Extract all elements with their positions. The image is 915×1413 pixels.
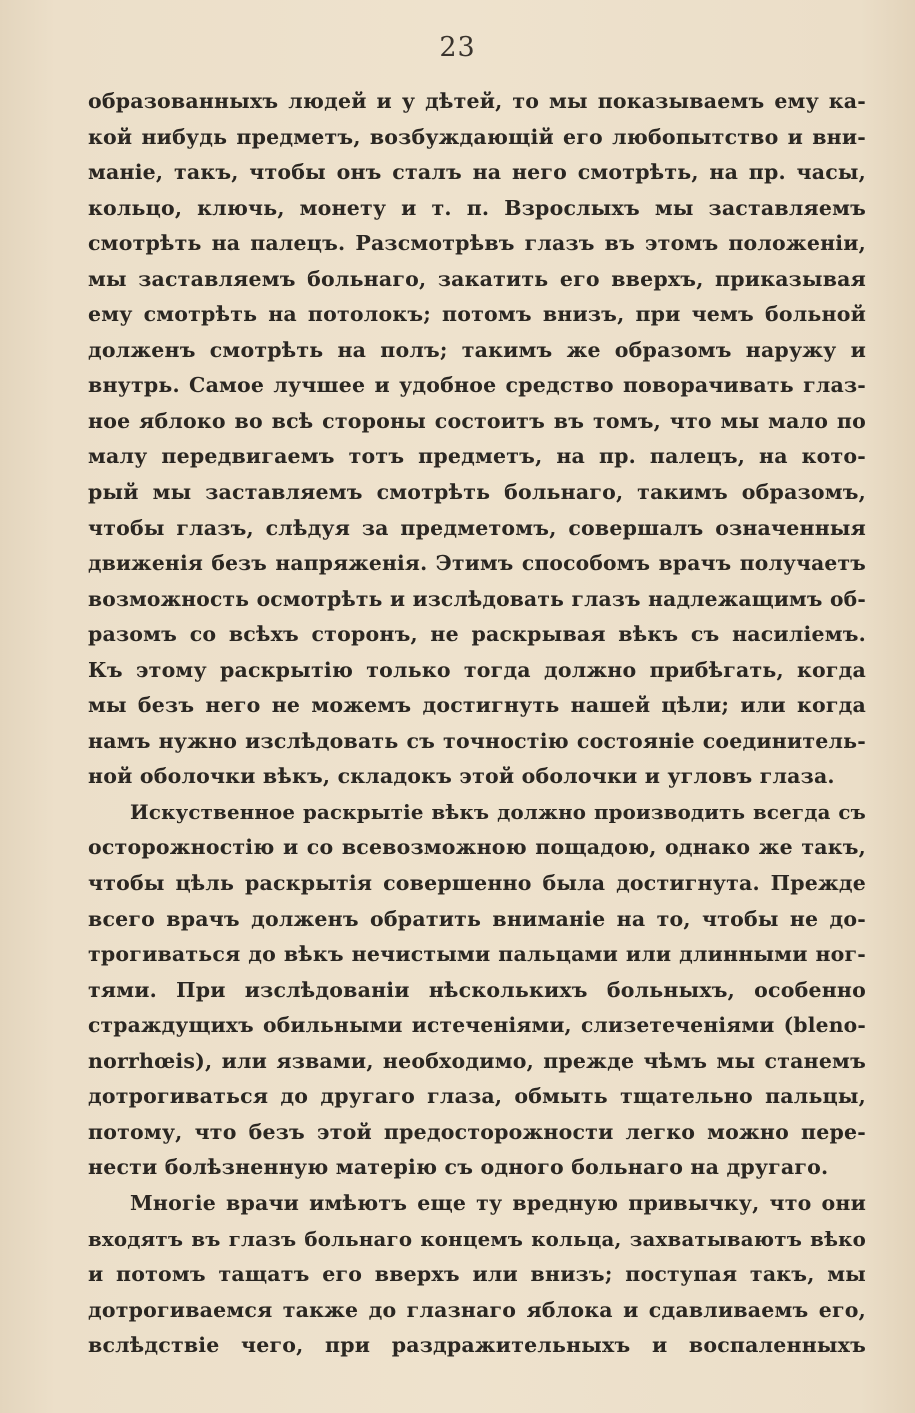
text-line: ему смотрѣть на потолокъ; потомъ внизъ, при чемъ больной [88,302,866,327]
text-line: трогиваться до вѣкъ нечистыми пальцами или длинными ног- [88,942,866,967]
text-line: Искуственное раскрытіе вѣкъ должно производить всегда съ [130,799,866,824]
text-line: и потомъ тащатъ его вверхъ или внизъ; поступая такъ, мы [88,1262,866,1287]
text-line: чтобы глазъ, слѣдуя за предметомъ, совершалъ означенныя [88,515,866,540]
text-line: возможность осмотрѣть и изслѣдовать глазъ надлежащимъ об- [88,586,866,611]
text-line: чтобы цѣль раскрытія совершенно была достигнута. Прежде [88,871,866,896]
text-line: малу передвигаемъ тотъ предметъ, на пр. палецъ, на кото- [88,444,866,469]
text-line: входятъ въ глазъ больнаго концемъ кольца, захватываютъ вѣко [88,1226,866,1251]
text-line: потому, что безъ этой предосторожности легко можно пере- [88,1119,866,1144]
text-line: разомъ со всѣхъ сторонъ, не раскрывая вѣкъ съ насиліемъ. [88,622,866,647]
text-line: долженъ смотрѣть на полъ; такимъ же образомъ наружу и [88,337,866,362]
text-line: намъ нужно изслѣдовать съ точностію состояніе соединитель- [88,728,866,753]
text-line: Многіе врачи имѣютъ еще ту вредную привычку, что они [130,1190,866,1215]
text-line: смотрѣть на палецъ. Разсмотрѣвъ глазъ въ этомъ положеніи, [88,231,866,256]
text-line: страждущихъ обильными истеченіями, слизетеченіями (bleno- [88,1013,866,1038]
text-line: дотрогиваемся также до глазнаго яблока и сдавливаемъ его, [88,1297,866,1322]
text-line: вслѣдствіе чего, при раздражительныхъ и воспаленныхъ [88,1333,866,1358]
text-line: образованныхъ людей и у дѣтей, то мы показываемъ ему ка- [88,89,866,113]
text-line: дотрогиваться до другаго глаза, обмыть тщательно пальцы, [88,1084,866,1109]
text-line: ной оболочки вѣкъ, складокъ этой оболочки и угловъ глаза. [88,764,835,789]
text-line: мы заставляемъ больнаго, закатить его вверхъ, приказывая [88,266,866,291]
text-line: кой нибудь предметъ, возбуждающій его любопытство и вни- [88,124,866,149]
text-line: ное яблоко во всѣ стороны состоитъ въ томъ, что мы мало по [88,408,866,433]
text-line: рый мы заставляемъ смотрѣть больнаго, такимъ образомъ, [88,480,866,505]
text-line: нести болѣзненную матерію съ одного больнаго на другаго. [88,1155,829,1180]
text-line: тями. При изслѣдованіи нѣсколькихъ больныхъ, особенно [88,977,866,1002]
text-line: всего врачъ долженъ обратить вниманіе на то, чтобы не до- [88,906,866,931]
text-line: движенія безъ напряженія. Этимъ способомъ врачъ получаетъ [88,551,866,576]
text-line: кольцо, ключь, монету и т. п. Взрослыхъ мы заставляемъ [88,195,866,220]
text-line: norrhœis), или язвами, необходимо, прежде чѣмъ мы станемъ [88,1048,866,1073]
page-number: 23 [439,32,476,63]
text-line: мы безъ него не можемъ достигнуть нашей цѣли; или когда [88,693,866,718]
text-line: Къ этому раскрытію только тогда должно прибѣгать, когда [88,657,866,682]
text-line: маніе, такъ, чтобы онъ сталъ на него смотрѣть, на пр. часы, [88,160,866,185]
text-line: осторожностію и со всевозможною пощадою, однако же такъ, [88,835,866,860]
body-text [88,84,866,1364]
text-line: внутрь. Самое лучшее и удобное средство поворачивать глаз- [88,373,866,398]
